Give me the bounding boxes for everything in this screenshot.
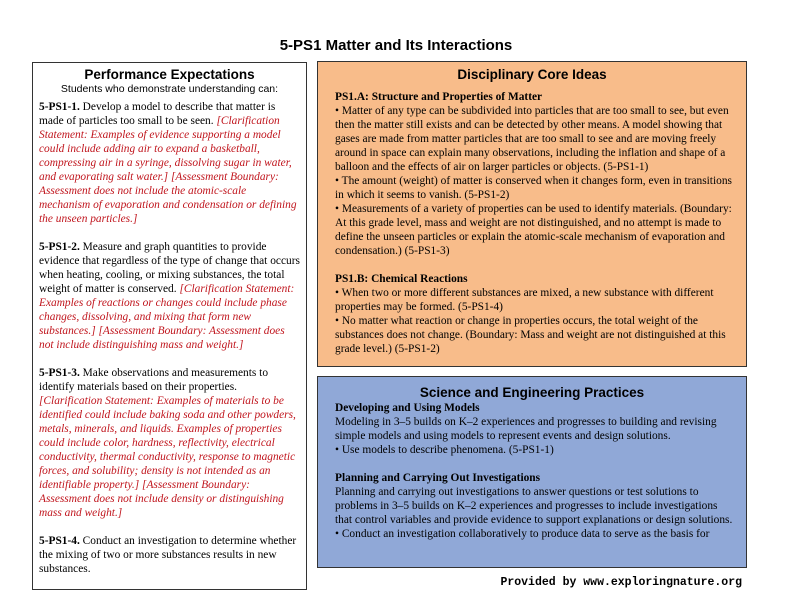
sep-paragraph: • Use models to describe phenomena. (5-PS1-1): [335, 444, 554, 456]
pe-text: Conduct an investigation to determine whether the mixing of two or more substances results in new substances.: [39, 535, 297, 575]
dci-section-title: PS1.B: Chemical Reactions: [335, 273, 468, 285]
pe-text: Measure and graph quantities to provide evidence that regardless of the type of change that occurs when heating, cooling, or mixing substances, the total weight of matter is conserved.: [39, 241, 300, 295]
page-title: 5-PS1 Matter and Its Interactions: [279, 37, 513, 54]
pe-item-5-ps1-4: [39, 534, 300, 576]
sep-paragraph: Modeling in 3–5 builds on K–2 experiences and progresses to building and revising simple models and using models to represent events and design solutions.: [335, 416, 717, 442]
pe-code: 5-PS1-4.: [39, 535, 80, 547]
sep-section-title: Developing and Using Models: [335, 402, 480, 414]
dci-section-title: PS1.A: Structure and Properties of Matter: [335, 91, 543, 103]
pe-text: Develop a model to describe that matter is made of particles too small to be seen.: [39, 101, 276, 127]
pe-item-5-ps1-1: [39, 100, 300, 226]
dci-paragraph: • When two or more different substances are mixed, a new substance with different properties may be formed. (5-PS1-4): [335, 287, 714, 313]
sep-content: [335, 401, 736, 541]
dci-paragraph: • No matter what reaction or change in properties occurs, the total weight of the substances does not change. (Boundary: Mass and weight are not distinguished at this grade level.) (5-PS1-2): [335, 315, 726, 355]
performance-expectations-list: [39, 100, 300, 576]
performance-expectations-box: [32, 62, 307, 590]
pe-code: 5-PS1-3.: [39, 367, 80, 379]
science-engineering-practices-box: [317, 376, 747, 568]
performance-expectations-subheading: Students who demonstrate understanding can:: [60, 83, 279, 95]
sep-section-title: Planning and Carrying Out Investigations: [335, 472, 541, 484]
sep-paragraph: Planning and carrying out investigations to answer questions or test solutions to problems in 3–5 builds on K–2 experiences and progresses to include investigations that control variables and provide evidence to support explanations or design solutions.: [335, 486, 733, 526]
pe-clarification: [Clarification Statement: Examples of reactions or changes could include phase changes, dissolving, and mixing that form new substances.] [Assessment Boundary: Assessment does not include distinguishing mass and weight.]: [39, 283, 295, 351]
pe-clarification: [Clarification Statement: Examples of materials to be identified could include baking soda and other powders, metals, minerals, and liquids. Examples of properties could include color, hardness, reflectivity, electrical conductivity, thermal conductivity, response to magnetic forces, and solubility; density is not intended as an identifiable property.] [Assessment Boundary: Assessment does not include density or distinguishing mass and weight.]: [39, 395, 296, 519]
pe-item-5-ps1-2: [39, 240, 300, 352]
dci-paragraph: • Matter of any type can be subdivided into particles that are too small to see, but even then the matter still exists and can be detected by other means. A model showing that gases are made from matter particles that are too small to see and are moving freely around in space can explain many observations, including the inflation and shape of a balloon and the effects of air on larger particles or objects. (5-PS1-1): [335, 105, 729, 173]
pe-code: 5-PS1-1.: [39, 101, 80, 113]
dci-paragraph: • Measurements of a variety of properties can be used to identify materials. (Boundary: At this grade level, mass and weight are not distinguished, and no attempt is made to define the unseen particles or explain the atomic-scale mechanism of evaporation and condensation.) (5-PS1-3): [335, 203, 732, 257]
dci-paragraph: • The amount (weight) of matter is conserved when it changes form, even in transitions in which it seems to vanish. (5-PS1-2): [335, 175, 732, 201]
disciplinary-core-ideas-heading: Disciplinary Core Ideas: [457, 67, 607, 82]
dci-content: [335, 90, 736, 356]
science-engineering-practices-heading: Science and Engineering Practices: [419, 385, 645, 400]
pe-text: Make observations and measurements to identify materials based on their properties.: [39, 367, 269, 393]
performance-expectations-heading: Performance Expectations: [84, 67, 255, 82]
pe-clarification: [Clarification Statement: Examples of evidence supporting a model could include adding air to expand a basketball, compressing air in a syringe, dissolving sugar in water, and evaporating salt water.] [Assessment Boundary: Assessment does not include the atomic-scale mechanism of evaporation and condensation or defining the unseen particles.]: [39, 115, 297, 225]
sep-paragraph: • Conduct an investigation collaboratively to produce data to serve as the basis for: [335, 528, 710, 540]
footer-credit: Provided by www.exploringnature.org: [500, 576, 742, 589]
pe-item-5-ps1-3: [39, 366, 300, 520]
disciplinary-core-ideas-box: [317, 61, 747, 367]
pe-code: 5-PS1-2.: [39, 241, 80, 253]
